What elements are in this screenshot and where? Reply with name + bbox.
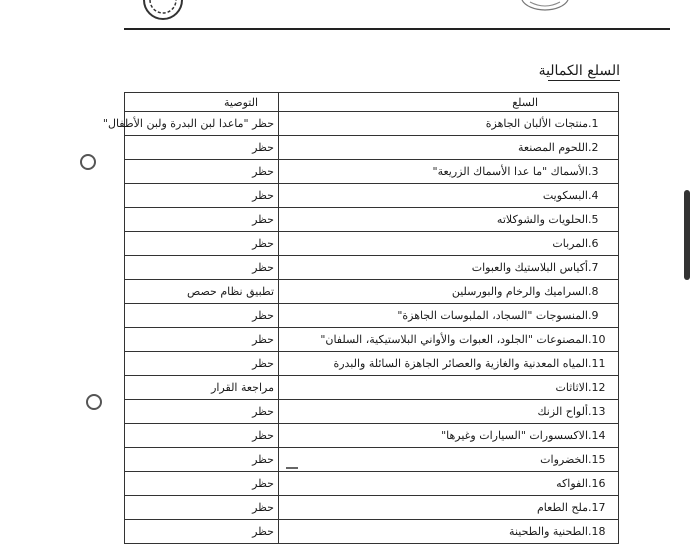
goods-name: المربات — [552, 237, 588, 250]
row-number: 3. — [588, 165, 599, 178]
goods-cell — [279, 136, 619, 160]
goods-table — [102, 92, 619, 544]
row-number: 1. — [588, 117, 599, 130]
goods-name: الفواكه — [556, 477, 588, 490]
row-number: 16. — [588, 477, 606, 490]
row-number: 12. — [588, 381, 606, 394]
recommendation-cell: حظر — [125, 352, 279, 376]
goods-name: السراميك والرخام والبورسلين — [451, 285, 588, 298]
table-row — [125, 232, 619, 256]
scan-edge-mark — [684, 190, 690, 280]
recommendation-cell: حظر — [125, 256, 279, 280]
row-number: 6. — [588, 237, 599, 250]
goods-cell — [279, 352, 619, 376]
goods-cell — [279, 256, 619, 280]
recommendation-cell: حظر — [125, 304, 279, 328]
goods-name: اللحوم المصنعة — [518, 141, 588, 154]
row-number: 4. — [588, 189, 599, 202]
table-row — [125, 424, 619, 448]
goods-cell — [279, 112, 619, 136]
goods-cell — [279, 184, 619, 208]
goods-cell — [279, 328, 619, 352]
goods-cell — [279, 280, 619, 304]
table-header-row — [125, 93, 619, 112]
row-number: 10. — [588, 333, 606, 346]
table-row — [125, 256, 619, 280]
table-row — [125, 376, 619, 400]
row-number: 18. — [588, 525, 606, 538]
row-number: 8. — [588, 285, 599, 298]
punch-hole-upper — [80, 154, 96, 170]
recommendation-cell: حظر — [125, 160, 279, 184]
recommendation-cell: حظر — [125, 424, 279, 448]
goods-name: ألواح الزنك — [537, 405, 588, 418]
table-row — [125, 400, 619, 424]
table-row — [125, 184, 619, 208]
table-row — [125, 352, 619, 376]
recommendation-cell: حظر — [125, 136, 279, 160]
row-number: 7. — [588, 261, 599, 274]
goods-name: الأسماك "ما عدا الأسماك الزريعة" — [432, 165, 588, 178]
goods-cell — [279, 520, 619, 544]
recommendation-cell: حظر "ماعدا لبن البدرة ولبن الأطفال" — [125, 112, 279, 136]
goods-name: ملح الطعام — [536, 501, 588, 514]
table-row — [125, 496, 619, 520]
left-seal-logo — [140, 0, 186, 22]
right-seal-logo — [520, 0, 570, 18]
goods-name: المنسوجات "السجاد، الملبوسات الجاهزة" — [397, 309, 588, 322]
section-title: السلع الكمالية — [538, 63, 620, 79]
row-number: 14. — [588, 429, 606, 442]
row-number: 9. — [588, 309, 599, 322]
goods-name: الحلويات والشوكلاته — [496, 213, 588, 226]
header-recommendation: التوصية — [125, 93, 279, 112]
recommendation-cell: حظر — [125, 208, 279, 232]
table-row — [125, 328, 619, 352]
row-number: 5. — [588, 213, 599, 226]
goods-cell — [279, 160, 619, 184]
goods-name: البسكويت — [542, 189, 588, 202]
recommendation-cell: تطبيق نظام حصص — [125, 280, 279, 304]
table-row — [125, 280, 619, 304]
goods-cell — [279, 376, 619, 400]
row-number: 2. — [588, 141, 599, 154]
table-row — [125, 520, 619, 544]
recommendation-cell: حظر — [125, 328, 279, 352]
recommendation-cell: حظر — [125, 520, 279, 544]
goods-name: الاكسسورات "السيارات وغيرها" — [441, 429, 588, 442]
recommendation-cell: حظر — [125, 496, 279, 520]
header-rule — [124, 28, 670, 30]
goods-cell — [279, 424, 619, 448]
goods-cell — [279, 400, 619, 424]
table-row — [125, 136, 619, 160]
recommendation-cell: حظر — [125, 448, 279, 472]
table-row — [125, 112, 619, 136]
goods-cell — [279, 232, 619, 256]
table-row — [125, 304, 619, 328]
row-number: 13. — [588, 405, 606, 418]
recommendation-cell: حظر — [125, 232, 279, 256]
goods-name: المياه المعدنية والغازية والعصائر الجاهزة السائلة والبدرة — [333, 357, 588, 370]
goods-name: منتجات الألبان الجاهزة — [485, 117, 588, 130]
stray-pen-mark — [286, 467, 298, 469]
table-row — [125, 160, 619, 184]
goods-name: الاثاثات — [555, 381, 588, 394]
row-number: 11. — [588, 357, 606, 370]
goods-cell — [279, 448, 619, 472]
goods-name: المصنوعات "الجلود، العبوات والأواني البلاستيكية، السلفان" — [320, 333, 588, 346]
punch-hole-lower — [86, 394, 102, 410]
recommendation-cell: مراجعة القرار — [125, 376, 279, 400]
goods-cell — [279, 304, 619, 328]
row-number: 17. — [588, 501, 606, 514]
goods-cell — [279, 496, 619, 520]
table-row — [125, 472, 619, 496]
recommendation-cell: حظر — [125, 472, 279, 496]
row-number: 15. — [588, 453, 606, 466]
goods-cell — [279, 472, 619, 496]
recommendation-cell: حظر — [125, 184, 279, 208]
goods-name: الخضروات — [540, 453, 588, 466]
table-row — [125, 448, 619, 472]
recommendation-cell: حظر — [125, 400, 279, 424]
goods-cell — [279, 208, 619, 232]
goods-name: الطحنية والطحينة — [509, 525, 588, 538]
table-row — [125, 208, 619, 232]
header-goods: السلع — [279, 93, 619, 112]
goods-name: أكياس البلاستيك والعبوات — [471, 261, 588, 274]
